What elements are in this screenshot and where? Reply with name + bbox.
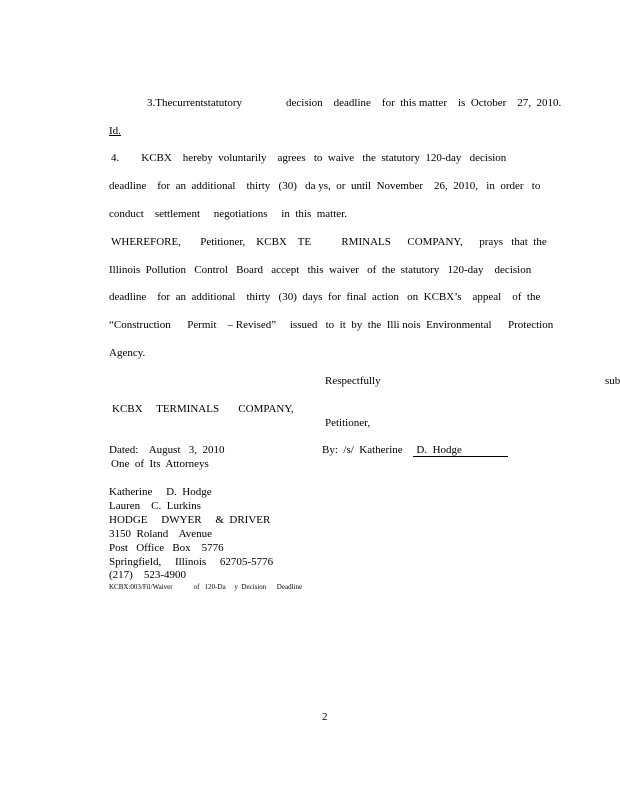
para4-line2: deadline for an additional thirty (30) da ys, or until November 26, 2010, in order to <box>109 180 541 192</box>
signature-by: By: /s/ Katherine D. Hodge <box>322 444 462 456</box>
address-line: Katherine D. Hodge <box>109 486 212 498</box>
respectfully-text: Respectfully <box>325 375 381 387</box>
petitioner-label: Petitioner, <box>325 417 371 429</box>
para3-citation: Id. <box>109 125 121 137</box>
para3-line1-end: decision deadline for this matter is October 27, 2010. <box>286 97 562 109</box>
file-reference: KCBX:003/Fil/Waiver of 120-Da y Decision Deadline <box>109 583 303 591</box>
company-name: KCBX TERMINALS COMPANY, <box>112 403 294 415</box>
attorneys-label: One of Its Attorneys <box>111 458 209 470</box>
para4-line1: 4. KCBX hereby voluntarily agrees to waive the statutory 120-day decision <box>111 152 507 164</box>
address-line: 3150 Roland Avenue <box>109 528 213 540</box>
signature-underline <box>413 456 508 457</box>
para3-line1-start: 3.Thecurrentstatutory <box>147 97 242 109</box>
submitted-cut-text: sub <box>605 375 620 387</box>
address-line: Springfield, Illinois 62705-5776 <box>109 556 274 568</box>
wherefore-line1: WHEREFORE, Petitioner, KCBX TE RMINALS COMPANY, prays that the <box>111 236 547 248</box>
dated-line: Dated: August 3, 2010 <box>109 444 225 456</box>
wherefore-line3: deadline for an additional thirty (30) days for final action on KCBX’s appeal of the <box>109 291 541 303</box>
address-line: HODGE DWYER & DRIVER <box>109 514 271 526</box>
address-line: Post Office Box 5776 <box>109 542 224 554</box>
wherefore-line2: Illinois Pollution Control Board accept this waiver of the statutory 120-day decision <box>109 264 532 276</box>
page-number: 2 <box>322 711 328 723</box>
para4-line3: conduct settlement negotiations in this matter. <box>109 208 347 220</box>
wherefore-line4: “Construction Permit – Revised” issued to it by the Illi nois Environmental Protection <box>109 319 554 331</box>
wherefore-line5: Agency. <box>109 347 146 359</box>
address-line: (217) 523-4900 <box>109 569 186 581</box>
address-line: Lauren C. Lurkins <box>109 500 201 512</box>
